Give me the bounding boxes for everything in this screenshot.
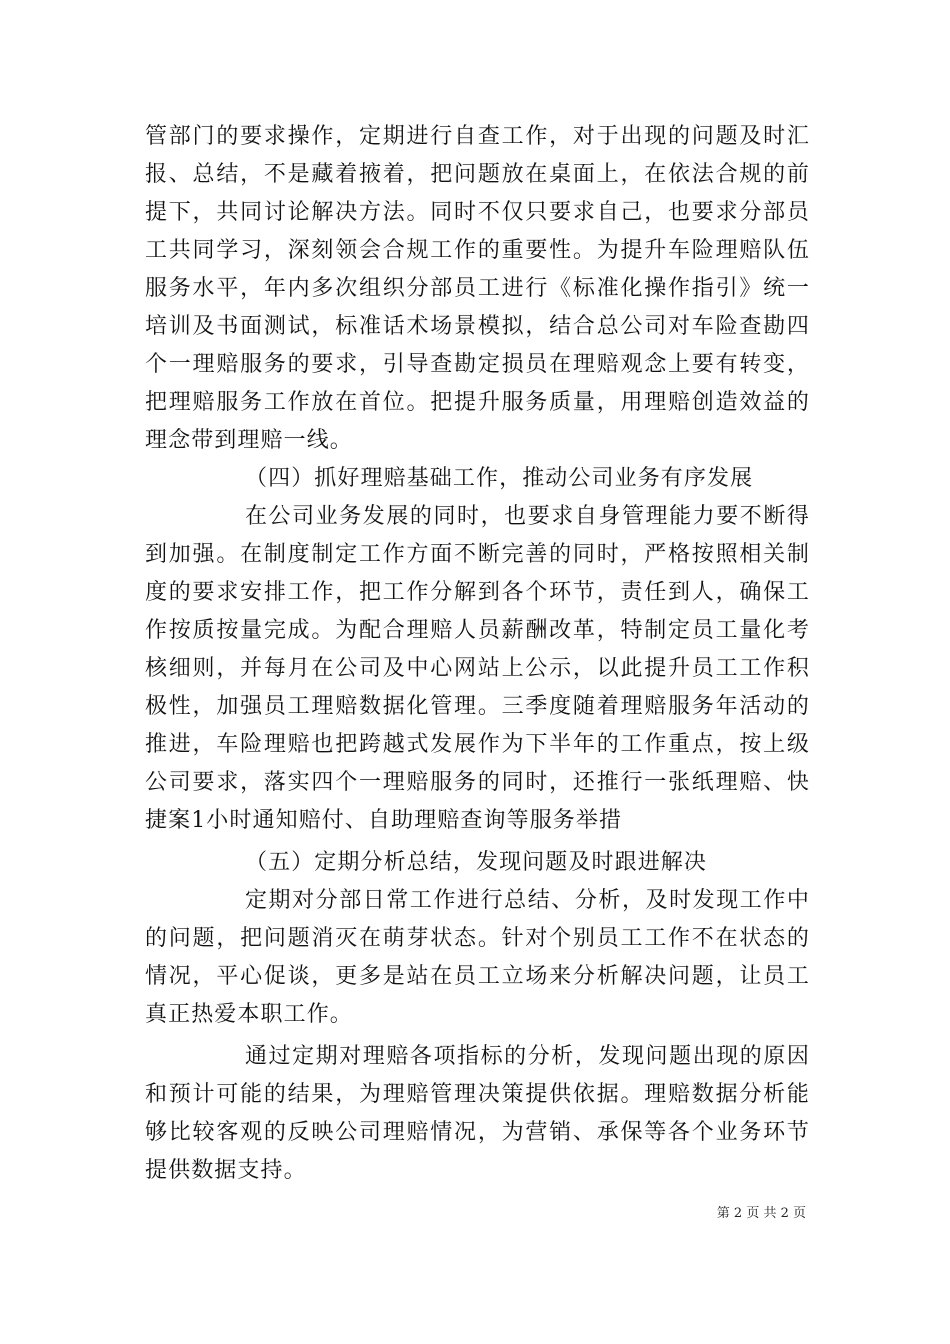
page-number-footer: 第 2 页 共 2 页: [716, 1206, 806, 1221]
paragraph: 定期对分部日常工作进行总结、分析，及时发现工作中的问题，把问题消灭在萌芽状态。针对个别员工工作不在状态的情况，平心促谈，更多是站在员工立场来分析解决问题，让员工真正热爱本职工作。: [145, 888, 810, 1027]
section-heading-5: （五）定期分析总结，发现问题及时跟进解决: [245, 850, 708, 875]
document-body: [145, 118, 810, 1190]
paragraph-continued: 管部门的要求操作，定期进行自查工作，对于出现的问题及时汇报、总结，不是藏着掖着，把问题放在桌面上，在依法合规的前提下，共同讨论解决方法。同时不仅只要求自己，也要求分部员工共同学习，深刻领会合规工作的重要性。为提升车险理赔队伍服务水平，年内多次组织分部员工进行《标准化操作指引》统一培训及书面测试，标准话术场景模拟，结合总公司对车险查勘四个一理赔服务的要求，引导查勘定损员在理赔观念上要有转变，把理赔服务工作放在首位。把提升服务质量，用理赔创造效益的理念带到理赔一线。: [145, 124, 810, 453]
section-heading-4: （四）抓好理赔基础工作，推动公司业务有序发展: [245, 466, 754, 491]
paragraph: 在公司业务发展的同时，也要求自身管理能力要不断得到加强。在制度制定工作方面不断完善的同时，严格按照相关制度的要求安排工作，把工作分解到各个环节，责任到人，确保工作按质按量完成。为配合理赔人员薪酬改革，特制定员工量化考核细则，并每月在公司及中心网站上公示，以此提升员工工作积极性，加强员工理赔数据化管理。三季度随着理赔服务年活动的推进，车险理赔也把跨越式发展作为下半年的工作重点，按上级公司要求，落实四个一理赔服务的同时，还推行一张纸理赔、快捷案1小时通知赔付、自助理赔查询等服务举措: [145, 504, 810, 833]
paragraph: 通过定期对理赔各项指标的分析，发现问题出现的原因和预计可能的结果，为理赔管理决策提供依据。理赔数据分析能够比较客观的反映公司理赔情况，为营销、承保等各个业务环节提供数据支持。: [145, 1044, 810, 1183]
